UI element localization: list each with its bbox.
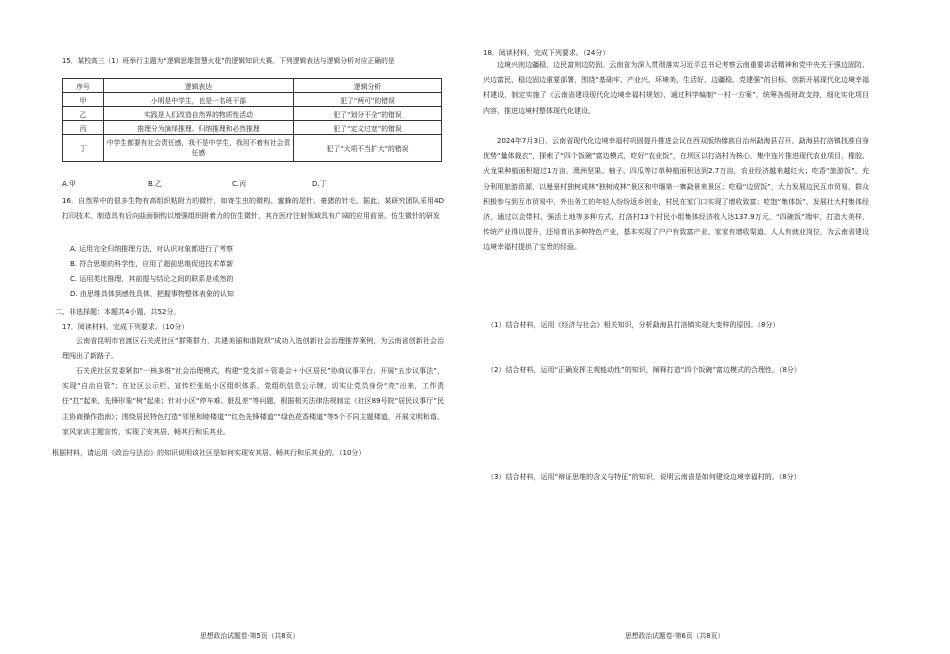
page-footer: 思想政治试题卷·第5页（共8页） xyxy=(200,632,300,640)
question-15-stem: 15．某校高三（1）班举行主题为“逻辑思维智慧火花”的逻辑知识大赛。下列逻辑表达与逻辑分析对应正确的是 xyxy=(62,57,395,65)
table-cell: 小明是中学生，也是一名班干部 xyxy=(104,93,294,107)
option-c[interactable]: C.丙 xyxy=(232,180,247,188)
table-cell: 推理分为演绎推理、归纳推理和必然推理 xyxy=(104,121,294,135)
question-18-part-3: （3）结合材料，运用“辩证思维的含义与特征”的知识，说明云南省是如何建设边境幸福村的。（8分） xyxy=(487,473,801,481)
table-row xyxy=(63,107,442,121)
table-cell: 乙 xyxy=(63,107,104,121)
question-17-material-2: 石关虎社区党委紧扣“一核多维”社会治理模式，构建“党支部＋管委会＋小区居民”协商议事平台，开展“五步议事法”，实现“自治自管”；在社区公示栏、宣传栏张贴小区组织体系、党组织信息公示牌，切实让党员身份“亮”出来，工作责任“扛”起来，先锋形象“树”起来；针对小区“停车难、脏乱差”等问题，根据相关法律法规制定《社区89号院“居民议事厅”民主协商操作指南》；围绕居民特色打造“邻里和睦楼道”“红色先锋楼道”“绿色花香楼道”等5个不同主题楼道，开展文明和谐、家风家训主题宣传，实现了安其居、畅其行和乐其业。 xyxy=(62,367,444,436)
table-cell: 犯了“两可”的错误 xyxy=(294,93,442,107)
question-16-stem: 16．自然界中的很多生物有高组织粘附力的微针，如寄生虫的微构、蜜蜂的尾针、豪猪的针毛。据此，某研究团队采用4D打印技术，制造具有后向曲面倒钩以增强组织附着力的仿生微针，其在医疗注射领域具有广阔的应用前景。仿生微针的研发 xyxy=(62,197,444,221)
option-a[interactable]: A.甲 xyxy=(62,180,76,188)
page-6 xyxy=(475,0,950,654)
table-cell: 实践是人们改造自然界的物质性活动 xyxy=(104,107,294,121)
option-b[interactable]: B.乙 xyxy=(148,180,163,188)
table-header-cell: 逻辑表达 xyxy=(104,79,294,93)
table-cell: 犯了“定义过宽”的错误 xyxy=(294,121,442,135)
table-cell: 丁 xyxy=(63,135,104,162)
question-17-title: 17．阅读材料，完成下列要求。（10分） xyxy=(62,323,189,331)
q16-option-a[interactable]: A. 运用完全归纳推理方法，对认识对象都进行了考察 xyxy=(70,245,234,253)
question-18-material-1: 边境兴则边疆稳，边民富则边防固。云南省为深入贯彻落实习近平总书记考察云南重要讲话精神和党中央关于强边固防、兴边富民、稳边固边重要部署，围绕“基础牢、产业兴、环境美、生活好、边疆稳、党建强”的目标，创新开展现代化边境幸福村建设，制定实施了《云南省建设现代化边境幸福村规划》，通过科学编制“一村一方案”，统筹各级财政支持，细化实化项目内容，推进边境村整体现代化建设。 xyxy=(483,61,869,115)
q16-option-d[interactable]: D. 由思维具体到感性具体，把握事物整体表象的认知 xyxy=(70,290,234,298)
q16-option-c[interactable]: C. 运用类比推理，其前提与结论之间的联系是或然的 xyxy=(70,275,234,283)
table-header-cell: 序号 xyxy=(63,79,104,93)
table-cell: 甲 xyxy=(63,93,104,107)
table-row xyxy=(63,135,442,162)
table-row xyxy=(63,93,442,107)
table-cell: 中学生都要有社会责任感，我不是中学生，我用不着有社会责任感 xyxy=(104,135,294,162)
logic-table xyxy=(62,78,442,162)
question-18-part-1: （1）结合材料，运用《经济与社会》相关知识，分析勐海县打洛镇实现大变样的原因。（8分） xyxy=(487,321,780,329)
question-18-material-2: 2024年7月3日，云南省现代化边境幸福村巩固提升推进会议在西双版纳傣族自治州勐海县召开。勐海县打洛镇找准自身优势“量体裁衣”，探索了“四个饭碗”富边模式，吃好“农业饭”，在坝区以打洛村为核心，集中连片推进现代农业项目，橡胶、火龙果种植面积超过1万亩，澳洲坚果、柚子、四瓜等订单种植面积达到2.7万亩，农业经济越来越红火；吃香“旅游饭”，充分利用旅游资源，以曼景村独树成林“独树成林”景区和中缅第一寨勐景来景区；吃稳“边贸饭”，大力发展边民互市贸易，群众积极参与到互市贸易中，外出务工的年轻人纷纷返乡创业，村民在家门口实现了增收致富；吃饱“集体饭”，发展壮大村集体经济，通过以企带村、强活土地等多种方式，打洛村13个村民小组集体经济收入达137.9万元，“四碗饭”端牢，打造大美样，传统产业得以提升，还培育出多种特色产业，基本实现了户户有致富产业、家家有增收渠道、人人有就业岗位，为云南省建设边境幸福村提供了宝贵的经验。 xyxy=(483,137,869,252)
table-cell: 丙 xyxy=(63,121,104,135)
page-footer: 思想政治试题卷·第6页（共8页） xyxy=(625,632,725,640)
question-17-prompt: 根据材料，请运用《政治与法治》的知识说明该社区是如何实现安其居、畅其行和乐其业的。（10分） xyxy=(52,449,366,457)
option-d[interactable]: D.丁 xyxy=(312,180,327,188)
table-cell: 犯了“划分不全”的错误 xyxy=(294,107,442,121)
section-two-heading: 二、非选择题：本题共4小题，共52分。 xyxy=(55,308,181,316)
q16-option-b[interactable]: B. 符合思维的科学性，应用了超前思维促进技术革新 xyxy=(70,260,234,268)
table-row xyxy=(63,121,442,135)
question-18-title: 18．阅读材料，完成下列要求。（24分） xyxy=(483,49,610,57)
question-17-material-1: 云南省昆明市官渡区石关虎社区“群策群力，共建美丽和谐院坝”成功入选创新社会治理推荐案例，为云南省创新社会治理闯出了新路子。 xyxy=(62,337,444,361)
table-header-cell: 逻辑分析 xyxy=(294,79,442,93)
table-header-row xyxy=(63,79,442,93)
question-18-part-2: （2）结合材料，运用“正确发挥主观能动性”的知识，阐释打造“四个饭碗”富边模式的合理性。（8分） xyxy=(487,366,801,374)
table-cell: 犯了“大项不当扩大”的错误 xyxy=(294,135,442,162)
